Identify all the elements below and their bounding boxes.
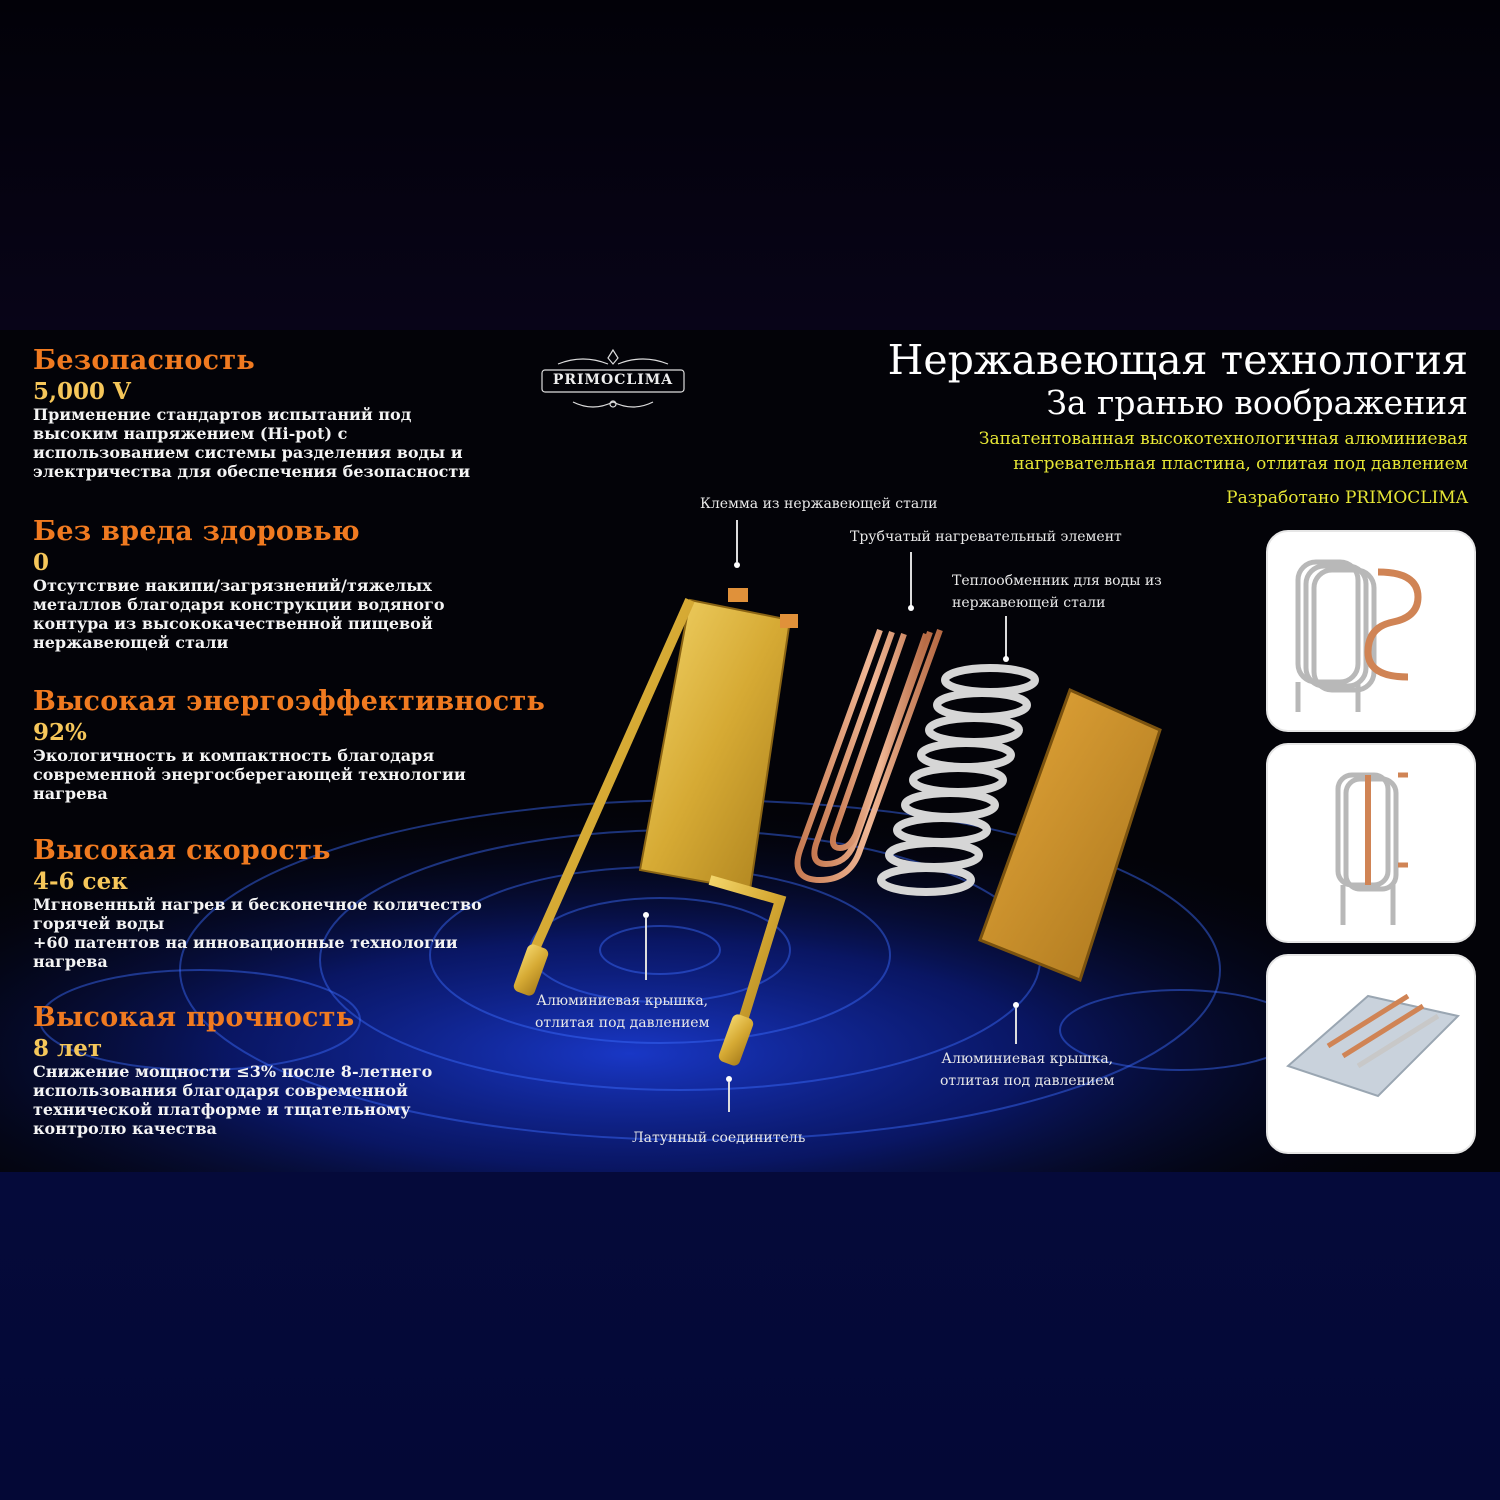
feature-description: Применение стандартов испытаний под высоким напряжением (Hi-pot) с использованием системы разделения воды и электричества для обеспечения безопасности	[33, 405, 471, 481]
feature-efficiency	[33, 686, 553, 803]
callout-tubular: Трубчатый нагревательный элемент	[850, 529, 1122, 545]
feature-description: Отсутствие накипи/загрязнений/тяжелых металлов благодаря конструкции водяного контура из высококачественной пищевой нержавеющей стали	[33, 576, 445, 652]
callout-leader	[736, 520, 738, 562]
callout-brass: Латунный соединитель	[632, 1130, 806, 1146]
thumbnail-housing	[1266, 954, 1476, 1154]
feature-title: Высокая прочность	[33, 1002, 355, 1033]
coil-thumbnail-image	[1268, 532, 1474, 730]
assembly-thumbnail-image	[1268, 745, 1474, 941]
feature-durability	[33, 1002, 553, 1138]
feature-safety	[33, 345, 553, 481]
logo-text: PRIMOCLIMA	[552, 372, 674, 388]
bottom-background	[0, 1172, 1500, 1500]
tagline-line1: Запатентованная высокотехнологичная алюминиевая	[978, 429, 1468, 449]
callout-leader	[728, 1082, 730, 1112]
brand-logo	[538, 340, 688, 420]
top-background	[0, 0, 1500, 330]
thumbnail-assembly	[1266, 743, 1476, 943]
feature-value: 0	[33, 549, 50, 576]
callout-leader	[1015, 1008, 1017, 1044]
callout-dot	[1003, 656, 1009, 662]
callout-dot	[908, 605, 914, 611]
feature-title: Высокая энергоэффективность	[33, 686, 546, 717]
callout-dot	[734, 562, 740, 568]
page-subtitle: За гранью воображения	[1046, 383, 1468, 422]
callout-cover-right: Алюминиевая крышка, отлитая под давлением	[940, 1051, 1115, 1089]
housing-thumbnail-image	[1268, 956, 1474, 1152]
feature-health	[33, 516, 553, 652]
developed-by: Разработано PRIMOCLIMA	[1226, 488, 1468, 508]
callout-cover-left: Алюминиевая крышка, отлитая под давлением	[535, 993, 710, 1031]
callout-terminal: Клемма из нержавеющей стали	[700, 496, 938, 512]
thumbnail-coils	[1266, 530, 1476, 732]
callout-leader	[645, 918, 647, 980]
feature-value: 4-6 сек	[33, 868, 128, 895]
tagline-line2: нагревательная пластина, отлитая под давлением	[1013, 454, 1468, 474]
feature-value: 92%	[33, 719, 87, 746]
aluminum-cover	[980, 690, 1160, 980]
feature-title: Высокая скорость	[33, 835, 331, 866]
feature-value: 5,000 V	[33, 378, 131, 405]
feature-value: 8 лет	[33, 1035, 103, 1062]
callout-leader	[1005, 616, 1007, 658]
page-title: Нержавеющая технология	[887, 336, 1468, 384]
feature-title: Безопасность	[33, 345, 256, 376]
feature-speed	[33, 835, 553, 971]
callout-exchanger: Теплообменник для воды из нержавеющей стали	[952, 573, 1162, 611]
feature-description: Мгновенный нагрев и бесконечное количество горячей воды +60 патентов на инновационные технологии нагрева	[33, 895, 482, 971]
feature-description: Снижение мощности ≤3% после 8-летнего использования благодаря современной технической платформе и тщательному контролю качества	[33, 1062, 433, 1138]
feature-description: Экологичность и компактность благодаря современной энергосберегающей технологии нагрева	[33, 746, 466, 803]
callout-leader	[910, 552, 912, 606]
feature-title: Без вреда здоровью	[33, 516, 360, 547]
